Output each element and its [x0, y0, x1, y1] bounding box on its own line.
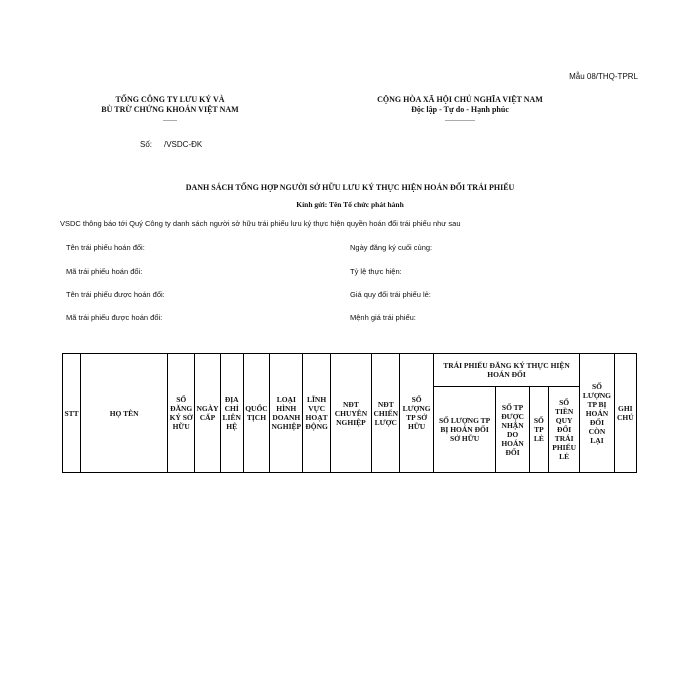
col-header-odd-lot-bonds: SỐ TP LẺ	[529, 387, 548, 473]
field-bond-received-name: Tên trái phiếu được hoán đổi:	[66, 290, 165, 299]
national-header-rule: ---------------	[445, 118, 475, 124]
field-record-date: Ngày đăng ký cuối cùng:	[350, 243, 433, 252]
col-header-address: ĐỊA CHỈ LIÊN HỆ	[220, 354, 243, 473]
national-motto: Độc lập - Tự do - Hạnh phúc	[411, 105, 509, 114]
field-bond-swap-name: Tên trái phiếu hoán đổi:	[66, 243, 145, 252]
col-header-notes: GHI CHÚ	[614, 354, 636, 473]
holder-list-table	[62, 353, 637, 473]
greeting-line: Kính gửi: Tên Tổ chức phát hành	[296, 200, 404, 209]
organization-name-line1: TỔNG CÔNG TY LƯU KÝ VÀ	[115, 95, 225, 104]
document-title: DANH SÁCH TỔNG HỢP NGƯỜI SỞ HỮU LƯU KÝ THỰC HIỆN HOÁN ĐỔI TRÁI PHIẾU	[185, 183, 515, 192]
organization-name-line2: BÙ TRỪ CHỨNG KHOÁN VIỆT NAM	[101, 105, 239, 114]
organization-header-rule: -------	[163, 118, 177, 124]
national-header	[345, 95, 575, 115]
intro-paragraph: VSDC thông báo tới Quý Công ty danh sách người sở hữu trái phiếu lưu ký thực hiện quyền hoán đổi trái phiếu như sau	[60, 219, 461, 228]
col-header-business-type: LOẠI HÌNH DOANH NGHIỆP	[270, 354, 303, 473]
col-header-nationality: QUỐC TỊCH	[243, 354, 269, 473]
organization-header	[80, 95, 260, 115]
field-bond-received-code: Mã trái phiếu được hoán đổi:	[66, 313, 163, 322]
col-header-odd-lot-cash: SỐ TIỀN QUY ĐỔI TRÁI PHIẾU LẺ	[548, 387, 579, 473]
col-header-ownership-reg-no: SỐ ĐĂNG KÝ SỞ HỮU	[168, 354, 195, 473]
col-header-business-field: LĨNH VỰC HOẠT ĐỘNG	[303, 354, 330, 473]
col-header-professional-investor: NĐT CHUYÊN NGHIỆP	[330, 354, 371, 473]
col-header-remaining-bonds: SỐ LƯỢNG TP BỊ HOÁN ĐỔI CÒN LẠI	[580, 354, 614, 473]
field-odd-lot-price: Giá quy đổi trái phiếu lẻ:	[350, 290, 431, 299]
document-number-value: /VSDC-ĐK	[164, 140, 203, 149]
col-header-bonds-owned: SỐ LƯỢNG TP SỞ HỮU	[400, 354, 433, 473]
form-code: Mẫu 08/THQ-TPRL	[569, 72, 638, 81]
col-header-full-name: HỌ TÊN	[81, 354, 168, 473]
col-group-header-swap-registration: TRÁI PHIẾU ĐĂNG KÝ THỰC HIỆN HOÁN ĐỔI	[433, 354, 580, 387]
field-exercise-ratio: Tỷ lệ thực hiện:	[350, 267, 402, 276]
col-header-strategic-investor: NĐT CHIẾN LƯỢC	[372, 354, 400, 473]
field-bond-swap-code: Mã trái phiếu hoán đổi:	[66, 267, 143, 276]
col-header-issue-date: NGÀY CẤP	[195, 354, 220, 473]
col-header-swapped-bonds-owned: SỐ LƯỢNG TP BỊ HOÁN ĐỔI SỞ HỮU	[433, 387, 496, 473]
national-title: CỘNG HÒA XÃ HỘI CHỦ NGHĨA VIỆT NAM	[377, 95, 543, 104]
document-number-label: Số:	[140, 140, 153, 149]
col-header-bonds-received: SỐ TP ĐƯỢC NHẬN DO HOÁN ĐỔI	[496, 387, 529, 473]
field-par-value: Mệnh giá trái phiếu:	[350, 313, 416, 322]
col-header-stt: STT	[63, 354, 81, 473]
